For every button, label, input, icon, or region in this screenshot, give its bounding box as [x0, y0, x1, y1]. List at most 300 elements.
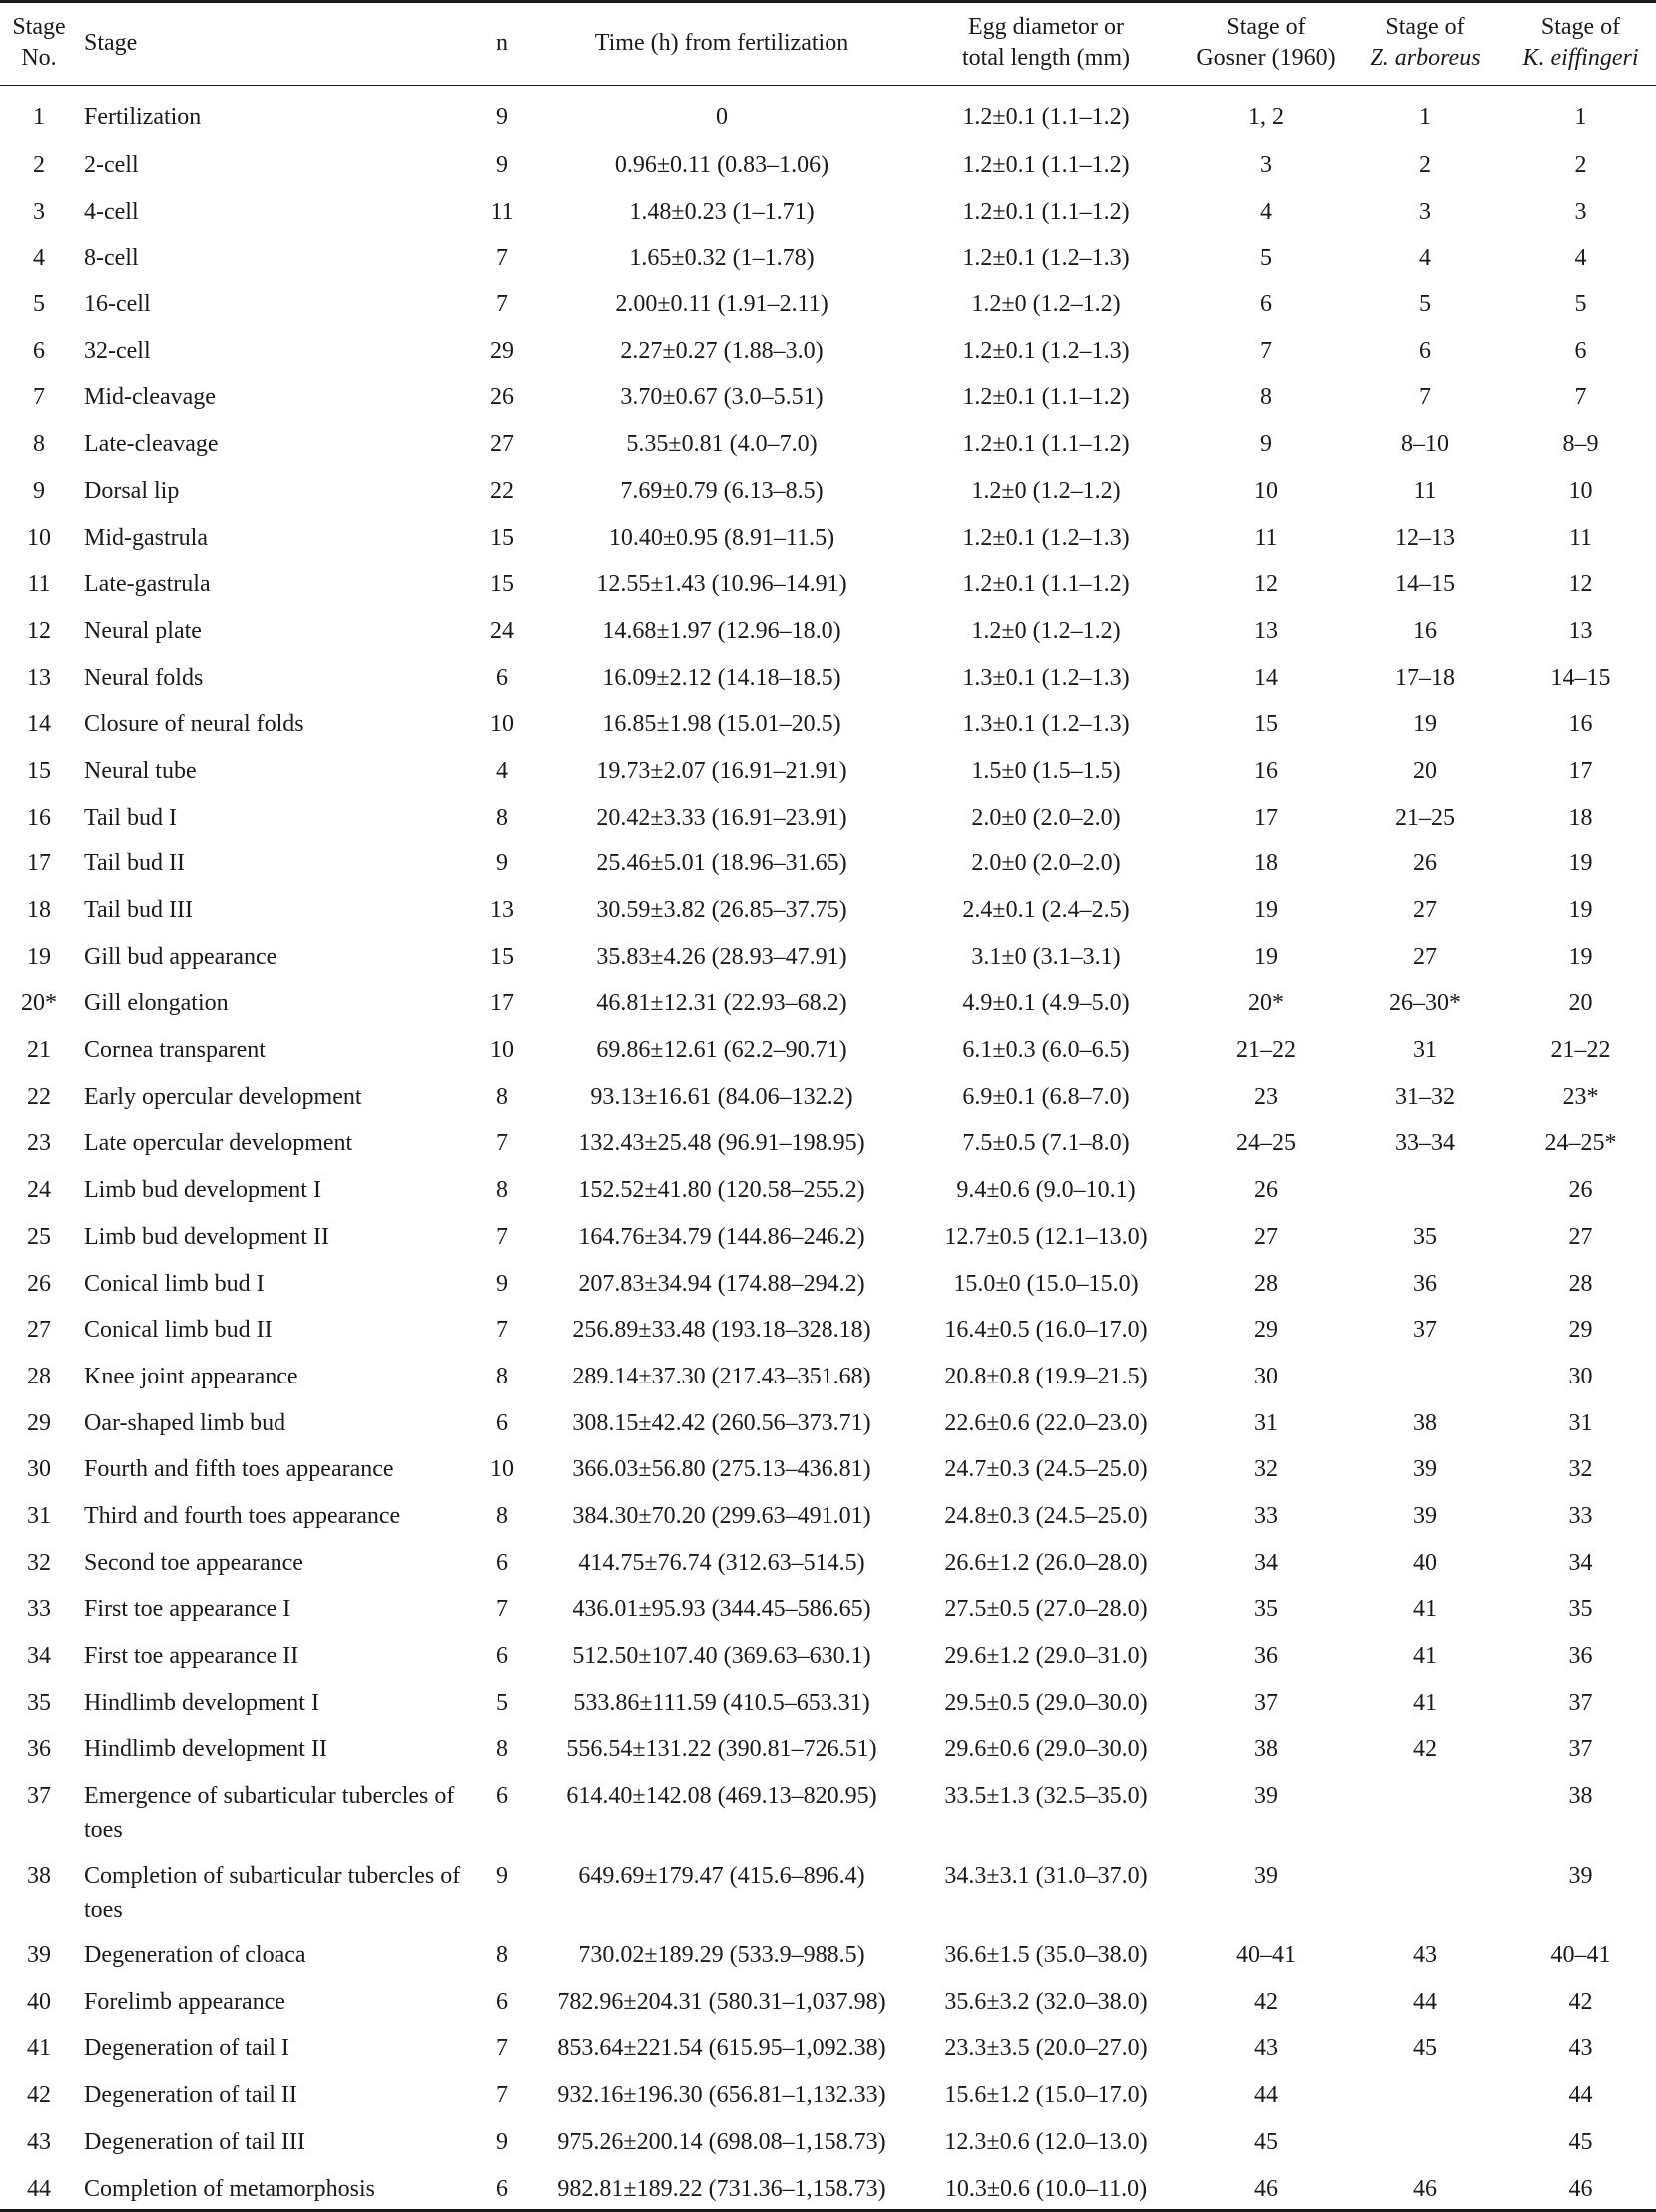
- cell-gosner: 5: [1260, 245, 1272, 272]
- cell-arboreus: 4: [1419, 245, 1431, 272]
- cell-n: 7: [496, 2035, 508, 2062]
- cell-time: 366.03±56.80 (275.13–436.81): [572, 1456, 871, 1483]
- cell-gosner: 32: [1254, 1456, 1278, 1483]
- cell-time: 0.96±0.11 (0.83–1.06): [614, 152, 829, 178]
- cell-eiffingeri: 32: [1568, 1456, 1593, 1483]
- cell-time: 614.40±142.08 (469.13–820.95): [566, 1783, 877, 1810]
- table-row: [0, 1487, 1656, 1534]
- cell-stage-no: 43: [27, 2128, 51, 2155]
- table-row: [0, 368, 1656, 415]
- cell-gosner: 36: [1254, 1643, 1278, 1669]
- cell-eiffingeri: 19: [1568, 897, 1593, 923]
- cell-size: 35.6±3.2 (32.0–38.0): [944, 1988, 1148, 2015]
- cell-gosner: 21–22: [1236, 1037, 1296, 1064]
- cell-size: 1.2±0.1 (1.1–1.2): [962, 152, 1130, 178]
- cell-time: 533.86±111.59 (410.5–653.31): [573, 1689, 870, 1716]
- cell-n: 7: [496, 1223, 508, 1250]
- cell-size: 27.5±0.5 (27.0–28.0): [944, 1596, 1148, 1623]
- cell-stage-name: Hindlimb development I: [84, 1689, 319, 1716]
- cell-gosner: 14: [1254, 664, 1278, 691]
- cell-gosner: 40–41: [1236, 1942, 1296, 1969]
- table-row: [0, 742, 1656, 789]
- cell-arboreus: 36: [1413, 1270, 1437, 1297]
- cell-time: 12.55±1.43 (10.96–14.91): [596, 571, 847, 598]
- cell-eiffingeri: 30: [1568, 1363, 1593, 1389]
- cell-size: 29.6±0.6 (29.0–30.0): [944, 1736, 1148, 1763]
- cell-n: 7: [496, 245, 508, 272]
- cell-time: 20.42±3.33 (16.91–23.91): [596, 804, 847, 830]
- cell-n: 8: [496, 1363, 508, 1389]
- cell-gosner: 3: [1260, 152, 1272, 178]
- cell-stage-name: Emergence of subarticular tubercles of toes: [84, 1783, 455, 1844]
- cell-eiffingeri: 43: [1568, 2035, 1593, 2062]
- cell-arboreus: 43: [1413, 1942, 1437, 1969]
- cell-n: 10: [490, 1037, 514, 1064]
- cell-stage-no: 30: [27, 1456, 51, 1483]
- cell-stage-no: 41: [27, 2035, 51, 2062]
- cell-stage-name: 4-cell: [84, 198, 139, 225]
- cell-time: 982.81±189.22 (731.36–1,158.73): [557, 2175, 886, 2202]
- table-row: [0, 322, 1656, 369]
- cell-arboreus: 27: [1413, 897, 1437, 923]
- cell-gosner: 24–25: [1236, 1130, 1296, 1157]
- cell-eiffingeri: 23*: [1562, 1083, 1599, 1110]
- cell-size: 33.5±1.3 (32.5–35.0): [944, 1783, 1148, 1810]
- table-row: [0, 1973, 1656, 2020]
- cell-eiffingeri: 46: [1568, 2175, 1593, 2202]
- cell-eiffingeri: 7: [1574, 384, 1587, 411]
- cell-arboreus: 2: [1419, 152, 1431, 178]
- cell-n: 10: [490, 711, 514, 738]
- cell-stage-no: 39: [27, 1942, 51, 1969]
- cell-eiffingeri: 37: [1568, 1689, 1593, 1716]
- cell-arboreus: 39: [1413, 1502, 1437, 1529]
- cell-n: 17: [490, 990, 514, 1017]
- cell-stage-no: 24: [27, 1177, 51, 1204]
- cell-n: 6: [496, 2175, 508, 2202]
- cell-stage-name: Gill bud appearance: [84, 943, 277, 970]
- cell-gosner: 42: [1254, 1988, 1278, 2015]
- cell-arboreus: 33–34: [1395, 1130, 1455, 1157]
- cell-size: 1.2±0.1 (1.2–1.3): [962, 337, 1130, 364]
- cell-gosner: 45: [1254, 2128, 1278, 2155]
- cell-gosner: 19: [1254, 897, 1278, 923]
- cell-eiffingeri: 4: [1574, 245, 1587, 272]
- cell-size: 4.9±0.1 (4.9–5.0): [962, 990, 1130, 1017]
- cell-size: 2.0±0 (2.0–2.0): [971, 804, 1121, 830]
- cell-stage-no: 10: [27, 524, 51, 551]
- cell-eiffingeri: 28: [1568, 1270, 1593, 1297]
- cell-arboreus: [1346, 1767, 1505, 1847]
- cell-stage-name: 2-cell: [84, 152, 139, 178]
- cell-time: 975.26±200.14 (698.08–1,158.73): [557, 2128, 886, 2155]
- cell-time: 2.27±0.27 (1.88–3.0): [620, 337, 824, 364]
- header-n: n: [496, 29, 508, 56]
- cell-size: 1.3±0.1 (1.2–1.3): [962, 711, 1130, 738]
- cell-gosner: 13: [1254, 617, 1278, 644]
- cell-n: 8: [496, 1736, 508, 1763]
- cell-gosner: 34: [1254, 1549, 1278, 1576]
- cell-eiffingeri: 3: [1574, 198, 1587, 225]
- cell-n: 6: [496, 664, 508, 691]
- header-eiffingeri: Stage of K. eiffingeri: [1522, 14, 1639, 71]
- cell-arboreus: [1346, 1161, 1505, 1208]
- cell-stage-name: Closure of neural folds: [84, 711, 304, 738]
- cell-stage-name: Conical limb bud II: [84, 1317, 273, 1344]
- table-row: [0, 1847, 1656, 1927]
- table-row: [0, 602, 1656, 649]
- table-row: [0, 928, 1656, 975]
- table-row: [0, 881, 1656, 928]
- cell-stage-name: Degeneration of tail I: [84, 2035, 289, 2062]
- table-row: [0, 509, 1656, 556]
- cell-time: 207.83±34.94 (174.88–294.2): [578, 1270, 865, 1297]
- cell-arboreus: 31: [1413, 1037, 1437, 1064]
- cell-time: 25.46±5.01 (18.96–31.65): [596, 850, 847, 877]
- header-time: Time (h) from fertilization: [594, 29, 849, 56]
- cell-arboreus: 41: [1413, 1689, 1437, 1716]
- cell-arboreus: 6: [1419, 337, 1431, 364]
- table-row: [0, 1161, 1656, 1208]
- table-row: [0, 462, 1656, 509]
- cell-stage-no: 25: [27, 1223, 51, 1250]
- cell-n: 13: [490, 897, 514, 923]
- cell-stage-no: 7: [33, 384, 45, 411]
- table-row: [0, 1440, 1656, 1487]
- table-row: [0, 649, 1656, 696]
- cell-time: 512.50±107.40 (369.63–630.1): [572, 1643, 871, 1669]
- cell-gosner: 7: [1260, 337, 1272, 364]
- cell-arboreus: 27: [1413, 943, 1437, 970]
- cell-time: 16.09±2.12 (14.18–18.5): [602, 664, 841, 691]
- table-row: [0, 1674, 1656, 1721]
- cell-stage-name: Forelimb appearance: [84, 1988, 285, 2015]
- table-row: [0, 136, 1656, 183]
- cell-size: 22.6±0.6 (22.0–23.0): [944, 1409, 1148, 1436]
- cell-n: 26: [490, 384, 514, 411]
- header-row: [0, 0, 1656, 86]
- cell-arboreus: 38: [1413, 1409, 1437, 1436]
- table-row: [0, 1301, 1656, 1348]
- table-row: [0, 789, 1656, 835]
- cell-time: 14.68±1.97 (12.96–18.0): [602, 617, 841, 644]
- cell-arboreus: 19: [1413, 711, 1437, 738]
- cell-eiffingeri: 27: [1568, 1223, 1593, 1250]
- cell-stage-name: 32-cell: [84, 337, 151, 364]
- cell-eiffingeri: 13: [1568, 617, 1593, 644]
- cell-gosner: 16: [1254, 757, 1278, 784]
- cell-gosner: 31: [1254, 1409, 1278, 1436]
- table-row: [0, 1627, 1656, 1674]
- cell-n: 15: [490, 943, 514, 970]
- cell-stage-no: 14: [27, 711, 51, 738]
- table-row: [0, 86, 1656, 136]
- cell-n: 29: [490, 337, 514, 364]
- table-row: [0, 2019, 1656, 2066]
- cell-time: 256.89±33.48 (193.18–328.18): [572, 1317, 871, 1344]
- cell-time: 132.43±25.48 (96.91–198.95): [578, 1130, 865, 1157]
- cell-n: 8: [496, 1502, 508, 1529]
- cell-gosner: 10: [1254, 477, 1278, 504]
- cell-time: 7.69±0.79 (6.13–8.5): [620, 477, 824, 504]
- cell-n: 9: [496, 1863, 508, 1890]
- cell-arboreus: [1346, 1348, 1505, 1394]
- cell-size: 1.2±0.1 (1.1–1.2): [962, 571, 1130, 598]
- cell-eiffingeri: 31: [1568, 1409, 1593, 1436]
- cell-time: 5.35±0.81 (4.0–7.0): [626, 431, 818, 458]
- cell-arboreus: 26: [1413, 850, 1437, 877]
- cell-gosner: 4: [1260, 198, 1272, 225]
- cell-eiffingeri: 42: [1568, 1988, 1593, 2015]
- table-row: [0, 1068, 1656, 1115]
- cell-gosner: 35: [1254, 1596, 1278, 1623]
- cell-eiffingeri: 34: [1568, 1549, 1593, 1576]
- table-row: [0, 229, 1656, 276]
- cell-arboreus: 3: [1419, 198, 1431, 225]
- cell-size: 12.3±0.6 (12.0–13.0): [944, 2128, 1148, 2155]
- cell-n: 10: [490, 1456, 514, 1483]
- cell-stage-no: 28: [27, 1363, 51, 1389]
- cell-time: 782.96±204.31 (580.31–1,037.98): [557, 1988, 886, 2015]
- cell-stage-name: Cornea transparent: [84, 1037, 266, 1064]
- cell-gosner: 15: [1254, 711, 1278, 738]
- cell-n: 15: [490, 571, 514, 598]
- cell-stage-name: Dorsal lip: [84, 477, 180, 504]
- cell-eiffingeri: 29: [1568, 1317, 1593, 1344]
- cell-stage-no: 34: [27, 1643, 51, 1669]
- cell-stage-name: Degeneration of tail II: [84, 2082, 297, 2109]
- cell-size: 26.6±1.2 (26.0–28.0): [944, 1549, 1148, 1576]
- cell-eiffingeri: 17: [1568, 757, 1593, 784]
- cell-arboreus: [1346, 1847, 1505, 1927]
- cell-time: 35.83±4.26 (28.93–47.91): [596, 943, 847, 970]
- cell-stage-name: Early opercular development: [84, 1083, 362, 1110]
- cell-stage-name: Neural tube: [84, 757, 197, 784]
- cell-n: 7: [496, 291, 508, 318]
- cell-gosner: 33: [1254, 1502, 1278, 1529]
- cell-n: 7: [496, 2082, 508, 2109]
- cell-gosner: 9: [1260, 431, 1272, 458]
- cell-n: 7: [496, 1317, 508, 1344]
- cell-stage-name: Neural folds: [84, 664, 204, 691]
- cell-stage-name: Conical limb bud I: [84, 1270, 265, 1297]
- cell-eiffingeri: 44: [1568, 2082, 1593, 2109]
- cell-stage-no: 31: [27, 1502, 51, 1529]
- cell-stage-no: 8: [33, 431, 45, 458]
- cell-stage-no: 38: [27, 1863, 51, 1890]
- table-row: [0, 555, 1656, 602]
- cell-stage-no: 17: [27, 850, 51, 877]
- cell-arboreus: 40: [1413, 1549, 1437, 1576]
- cell-size: 1.2±0 (1.2–1.2): [971, 617, 1121, 644]
- cell-time: 730.02±189.29 (533.9–988.5): [578, 1942, 865, 1969]
- cell-size: 15.6±1.2 (15.0–17.0): [944, 2082, 1148, 2109]
- cell-stage-no: 20*: [21, 990, 57, 1017]
- cell-stage-name: 16-cell: [84, 291, 151, 318]
- cell-stage-no: 11: [27, 571, 51, 598]
- cell-size: 16.4±0.5 (16.0–17.0): [944, 1317, 1148, 1344]
- cell-n: 6: [496, 1409, 508, 1436]
- cell-size: 3.1±0 (3.1–3.1): [971, 943, 1121, 970]
- cell-stage-no: 37: [27, 1783, 51, 1810]
- cell-stage-no: 6: [33, 337, 45, 364]
- table-row: [0, 695, 1656, 742]
- cell-arboreus: 16: [1413, 617, 1437, 644]
- table-row: [0, 1021, 1656, 1068]
- cell-gosner: 20*: [1248, 990, 1284, 1017]
- cell-eiffingeri: 37: [1568, 1736, 1593, 1763]
- cell-size: 1.2±0.1 (1.1–1.2): [962, 198, 1130, 225]
- cell-time: 152.52±41.80 (120.58–255.2): [578, 1177, 865, 1204]
- cell-time: 384.30±70.20 (299.63–491.01): [572, 1502, 871, 1529]
- cell-time: 164.76±34.79 (144.86–246.2): [578, 1223, 865, 1250]
- cell-gosner: 30: [1254, 1363, 1278, 1389]
- cell-arboreus: 1: [1419, 104, 1431, 130]
- cell-size: 34.3±3.1 (31.0–37.0): [944, 1863, 1148, 1890]
- table-row: [0, 1208, 1656, 1255]
- cell-n: 6: [496, 1549, 508, 1576]
- cell-eiffingeri: 33: [1568, 1502, 1593, 1529]
- cell-stage-name: First toe appearance II: [84, 1643, 299, 1669]
- cell-stage-name: Knee joint appearance: [84, 1363, 298, 1389]
- cell-n: 11: [490, 198, 514, 225]
- cell-n: 9: [496, 2128, 508, 2155]
- cell-arboreus: 11: [1413, 477, 1437, 504]
- cell-time: 16.85±1.98 (15.01–20.5): [602, 711, 841, 738]
- cell-arboreus: 14–15: [1395, 571, 1455, 598]
- cell-n: 24: [490, 617, 514, 644]
- cell-gosner: 38: [1254, 1736, 1278, 1763]
- table-row: [0, 834, 1656, 881]
- cell-stage-no: 5: [33, 291, 45, 318]
- cell-size: 10.3±0.6 (10.0–11.0): [944, 2175, 1148, 2202]
- cell-stage-no: 19: [27, 943, 51, 970]
- header-arboreus: Stage of Z. arboreus: [1370, 14, 1481, 71]
- cell-stage-name: Neural plate: [84, 617, 202, 644]
- cell-n: 7: [496, 1130, 508, 1157]
- table-row: [0, 2160, 1656, 2207]
- cell-arboreus: 5: [1419, 291, 1431, 318]
- cell-stage-name: Completion of metamorphosis: [84, 2175, 375, 2202]
- cell-size: 1.2±0.1 (1.2–1.3): [962, 245, 1130, 272]
- header-stage: Stage: [84, 29, 138, 56]
- cell-size: 1.2±0 (1.2–1.2): [971, 477, 1121, 504]
- cell-time: 10.40±0.95 (8.91–11.5): [608, 524, 835, 551]
- cell-stage-name: 8-cell: [84, 245, 139, 272]
- cell-stage-name: Tail bud II: [84, 850, 185, 877]
- cell-arboreus: 20: [1413, 757, 1437, 784]
- cell-arboreus: 12–13: [1395, 524, 1455, 551]
- cell-gosner: 27: [1254, 1223, 1278, 1250]
- cell-time: 436.01±95.93 (344.45–586.65): [572, 1596, 871, 1623]
- cell-size: 24.7±0.3 (24.5–25.0): [944, 1456, 1148, 1483]
- cell-stage-no: 32: [27, 1549, 51, 1576]
- table-row: [0, 1255, 1656, 1302]
- table-row: [0, 183, 1656, 230]
- cell-n: 8: [496, 1942, 508, 1969]
- cell-size: 6.9±0.1 (6.8–7.0): [962, 1083, 1130, 1110]
- cell-time: 2.00±0.11 (1.91–2.11): [615, 291, 828, 318]
- cell-stage-no: 44: [27, 2175, 51, 2202]
- cell-stage-no: 22: [27, 1083, 51, 1110]
- cell-stage-name: Limb bud development II: [84, 1223, 329, 1250]
- cell-size: 15.0±0 (15.0–15.0): [953, 1270, 1139, 1297]
- cell-time: 46.81±12.31 (22.93–68.2): [596, 990, 847, 1017]
- cell-time: 1.65±0.32 (1–1.78): [629, 245, 815, 272]
- cell-stage-name: Late opercular development: [84, 1130, 353, 1157]
- cell-eiffingeri: 14–15: [1550, 664, 1611, 691]
- cell-arboreus: 7: [1419, 384, 1431, 411]
- table-row: [0, 1348, 1656, 1394]
- table-row: [0, 2066, 1656, 2113]
- table-row: [0, 1394, 1656, 1441]
- cell-eiffingeri: 40–41: [1550, 1942, 1611, 1969]
- cell-stage-no: 42: [27, 2082, 51, 2109]
- cell-arboreus: 26–30*: [1389, 990, 1461, 1017]
- cell-gosner: 44: [1254, 2082, 1278, 2109]
- table-row: [0, 2113, 1656, 2160]
- cell-stage-no: 36: [27, 1736, 51, 1763]
- cell-gosner: 43: [1254, 2035, 1278, 2062]
- cell-size: 1.2±0.1 (1.1–1.2): [962, 384, 1130, 411]
- cell-size: 2.4±0.1 (2.4–2.5): [962, 897, 1130, 923]
- cell-gosner: 28: [1254, 1270, 1278, 1297]
- cell-gosner: 18: [1254, 850, 1278, 877]
- cell-n: 22: [490, 477, 514, 504]
- cell-size: 6.1±0.3 (6.0–6.5): [962, 1037, 1130, 1064]
- header-stage-no: Stage No.: [12, 14, 66, 71]
- cell-stage-name: Mid-gastrula: [84, 524, 208, 551]
- cell-stage-name: Late-cleavage: [84, 431, 219, 458]
- table-body: [0, 86, 1656, 2206]
- cell-arboreus: 21–25: [1395, 804, 1455, 830]
- cell-n: 9: [496, 850, 508, 877]
- cell-n: 8: [496, 804, 508, 830]
- cell-arboreus: 8–10: [1401, 431, 1449, 458]
- cell-stage-no: 12: [27, 617, 51, 644]
- cell-eiffingeri: 45: [1568, 2128, 1593, 2155]
- cell-arboreus: 41: [1413, 1596, 1437, 1623]
- cell-stage-name: Late-gastrula: [84, 571, 211, 598]
- cell-gosner: 19: [1254, 943, 1278, 970]
- cell-stage-no: 15: [27, 757, 51, 784]
- cell-size: 1.2±0.1 (1.1–1.2): [962, 431, 1130, 458]
- cell-time: 649.69±179.47 (415.6–896.4): [578, 1863, 865, 1890]
- cell-gosner: 39: [1254, 1863, 1278, 1890]
- cell-stage-name: Degeneration of tail III: [84, 2128, 305, 2155]
- cell-size: 2.0±0 (2.0–2.0): [971, 850, 1121, 877]
- cell-gosner: 46: [1254, 2175, 1278, 2202]
- cell-arboreus: 35: [1413, 1223, 1437, 1250]
- cell-stage-name: Tail bud I: [84, 804, 177, 830]
- cell-n: 8: [496, 1177, 508, 1204]
- cell-time: 932.16±196.30 (656.81–1,132.33): [557, 2082, 886, 2109]
- cell-arboreus: [1346, 2066, 1505, 2113]
- cell-time: 69.86±12.61 (62.2–90.71): [596, 1037, 847, 1064]
- cell-stage-no: 1: [33, 104, 45, 130]
- cell-size: 20.8±0.8 (19.9–21.5): [944, 1363, 1148, 1389]
- cell-time: 289.14±37.30 (217.43–351.68): [572, 1363, 871, 1389]
- cell-n: 8: [496, 1083, 508, 1110]
- cell-eiffingeri: 1: [1574, 104, 1587, 130]
- cell-gosner: 39: [1254, 1783, 1278, 1810]
- cell-arboreus: [1346, 2113, 1505, 2160]
- cell-stage-name: Mid-cleavage: [84, 384, 216, 411]
- cell-n: 9: [496, 104, 508, 130]
- cell-arboreus: 45: [1413, 2035, 1437, 2062]
- cell-size: 1.2±0 (1.2–1.2): [971, 291, 1121, 318]
- cell-arboreus: 46: [1413, 2175, 1437, 2202]
